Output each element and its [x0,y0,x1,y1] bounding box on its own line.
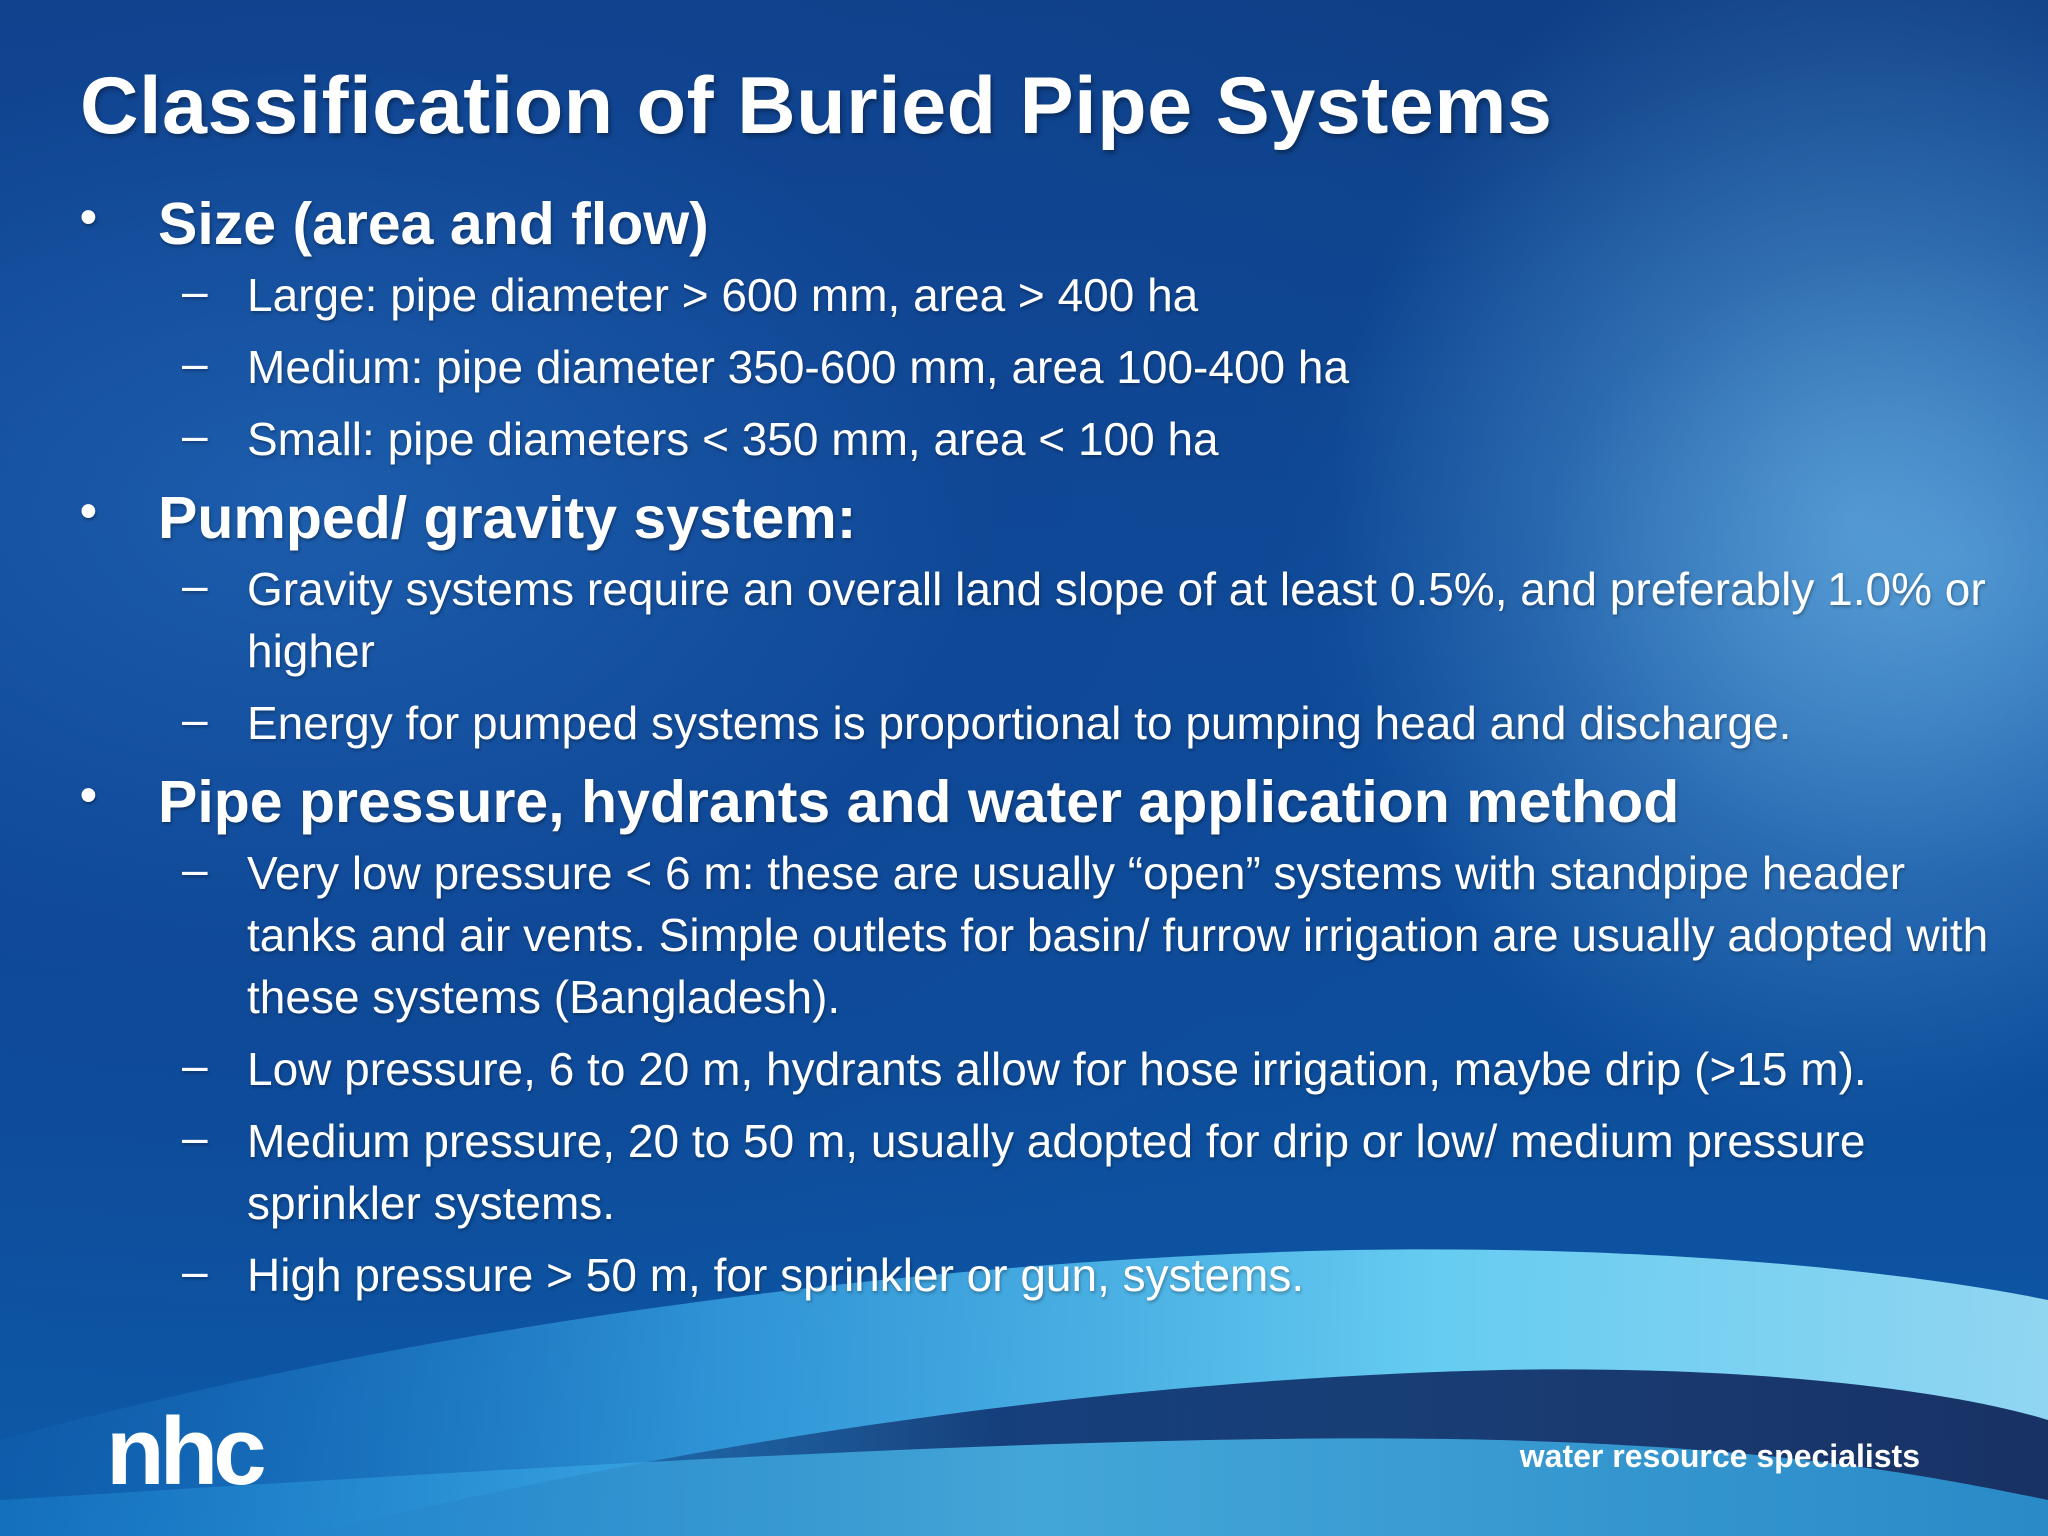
sub-item [80,1110,2000,1234]
slide-body [80,190,2000,1306]
sub-item-text: Low pressure, 6 to 20 m, hydrants allow for hose irrigation, maybe drip (>15 m). [247,1043,1867,1095]
bullet-dot-icon: • [80,769,97,822]
sub-item [80,692,2000,754]
sub-item-text: High pressure > 50 m, for sprinkler or gun, systems. [247,1249,1305,1301]
sub-item [80,408,2000,470]
dash-icon: – [182,1039,208,1091]
sub-item [80,264,2000,326]
sub-item-text: Small: pipe diameters < 350 mm, area < 100 ha [247,413,1219,465]
footer-tagline: water resource specialists [1519,1438,1920,1474]
sub-item-text: Energy for pumped systems is proportional to pumping head and discharge. [247,697,1792,749]
sub-item [80,336,2000,398]
sub-item [80,842,2000,1028]
dash-icon: – [182,843,208,895]
bullet-heading: Pipe pressure, hydrants and water application method [158,769,1680,835]
slide-title: Classification of Buried Pipe Systems [80,61,1553,151]
bullet-size [80,190,2000,258]
sub-item-text: Gravity systems require an overall land slope of at least 0.5%, and preferably 1.0% or higher [247,563,1986,677]
bullet-pumped-gravity [80,484,2000,552]
bullet-heading: Pumped/ gravity system: [158,485,857,551]
dash-icon: – [182,409,208,461]
bullet-heading: Size (area and flow) [158,191,709,257]
dash-icon: – [182,1111,208,1163]
bullet-dot-icon: • [80,485,97,538]
dash-icon: – [182,559,208,611]
sub-item-text: Medium: pipe diameter 350-600 mm, area 100-400 ha [247,341,1350,393]
sub-item-text: Very low pressure < 6 m: these are usually “open” systems with standpipe header tanks and air vents. Simple outlets for basin/ furrow irrigation are usually adopted with these systems (Bangladesh). [247,847,1989,1023]
dash-icon: – [182,265,208,317]
dash-icon: – [182,1245,208,1297]
sub-item [80,558,2000,682]
sub-item [80,1038,2000,1100]
sub-item [80,1244,2000,1306]
dash-icon: – [182,337,208,389]
sub-item-text: Medium pressure, 20 to 50 m, usually adopted for drip or low/ medium pressure sprinkler systems. [247,1115,1866,1229]
bullet-dot-icon: • [80,191,97,244]
sub-item-text: Large: pipe diameter > 600 mm, area > 400 ha [247,269,1199,321]
bullet-pipe-pressure [80,768,2000,836]
nhc-logo: nhc [106,1398,262,1505]
dash-icon: – [182,693,208,745]
